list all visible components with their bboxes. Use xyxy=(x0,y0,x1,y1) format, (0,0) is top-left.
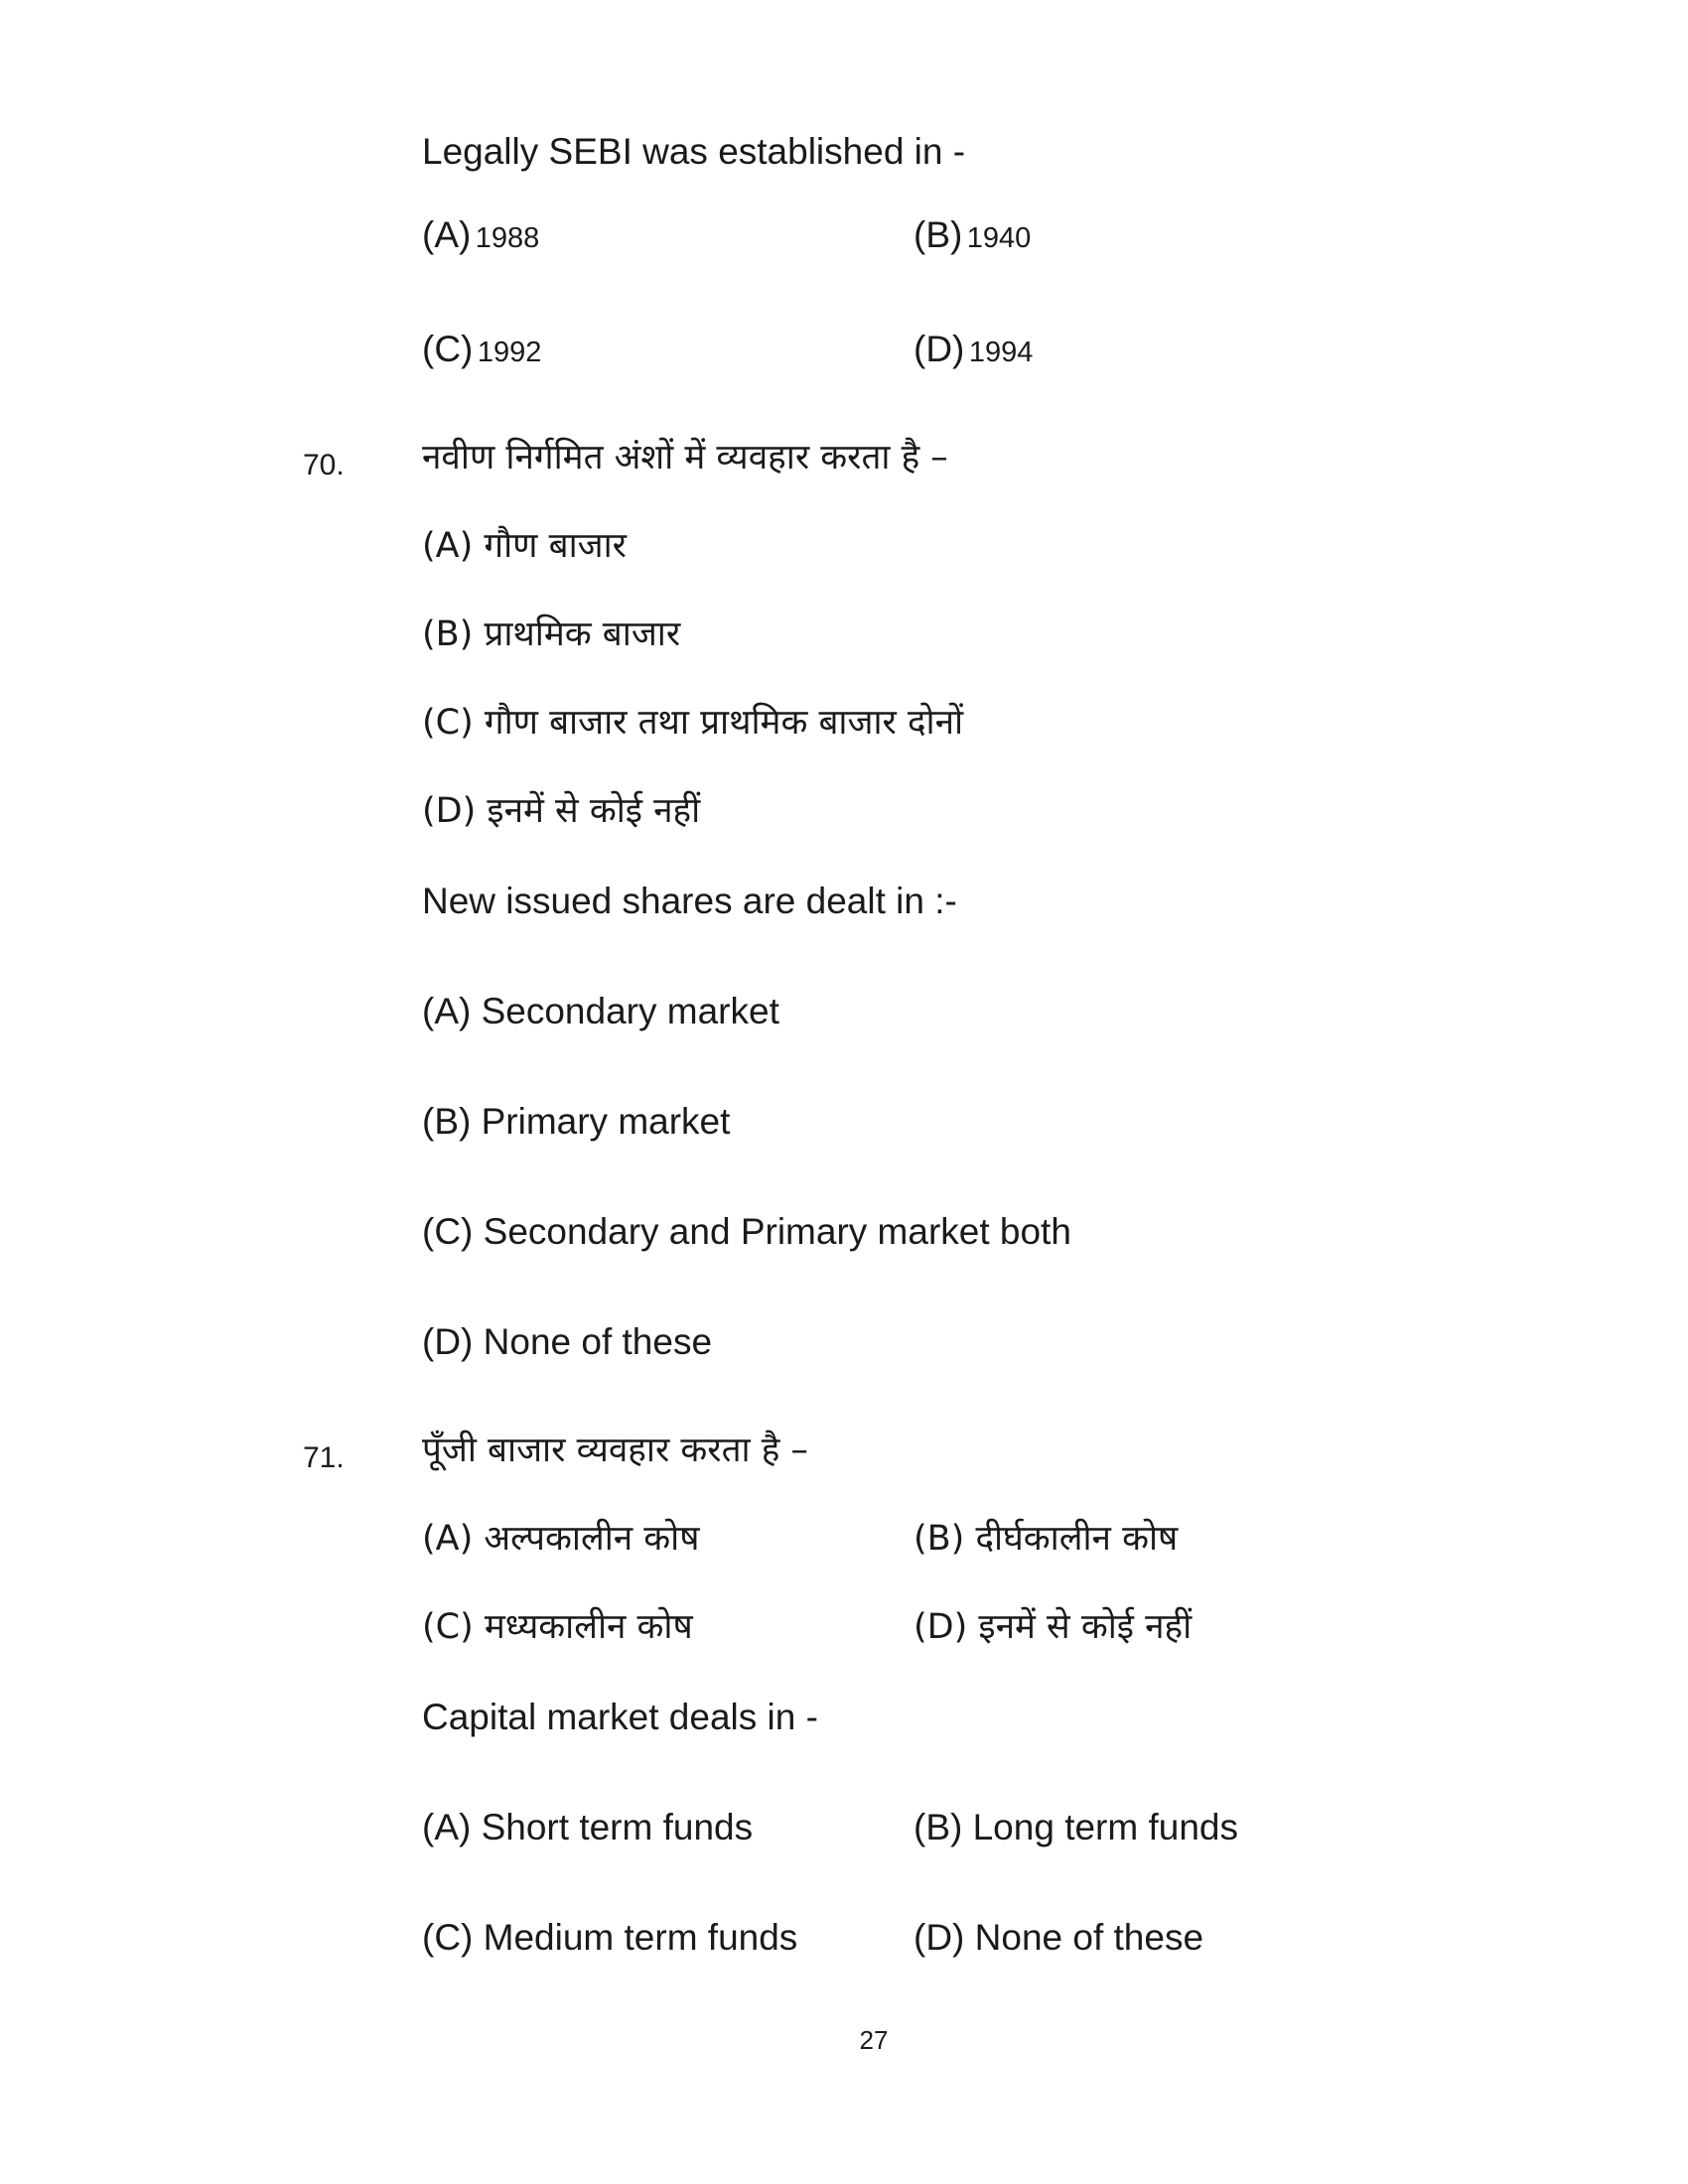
q70-option-b-hi: (B) प्राथमिक बाजार xyxy=(422,614,681,654)
q69-option-c xyxy=(422,331,541,367)
q71-option-a-en: (A) Short term funds xyxy=(422,1807,754,1847)
q71-option-c-en: (C) Medium term funds xyxy=(422,1917,798,1958)
q69-option-a-value: 1988 xyxy=(475,222,540,254)
q69-option-a-label: (A) xyxy=(422,214,472,255)
q71-stem-hi: पूँजी बाजार व्यवहार करता है – xyxy=(422,1431,808,1470)
q70-option-a-hi: (A) गौण बाजार xyxy=(422,526,627,566)
q70-option-d-hi: (D) इनमें से कोई नहीं xyxy=(422,791,701,831)
q69-option-b-value: 1940 xyxy=(966,222,1032,254)
q70-option-c-en: (C) Secondary and Primary market both xyxy=(422,1211,1071,1252)
q69-option-b xyxy=(914,216,1031,253)
q70-option-a-en: (A) Secondary market xyxy=(422,991,779,1031)
q69-option-b-label: (B) xyxy=(914,214,963,255)
q70-option-b-en: (B) Primary market xyxy=(422,1101,731,1142)
q71-option-a-hi: (A) अल्पकालीन कोष xyxy=(422,1519,700,1559)
q69-stem-en: Legally SEBI was established in - xyxy=(422,131,966,172)
q69-option-d-value: 1994 xyxy=(968,337,1034,368)
q71-option-d-hi: (D) इनमें से कोई नहीं xyxy=(914,1607,1193,1647)
q70-number: 70. xyxy=(303,449,345,481)
q71-stem-en: Capital market deals in - xyxy=(422,1697,818,1737)
q71-option-b-en: (B) Long term funds xyxy=(914,1807,1238,1847)
q70-option-c-hi: (C) गौण बाजार तथा प्राथमिक बाजार दोनों xyxy=(422,703,964,743)
q70-stem-hi: नवीण निर्गमित अंशों में व्यवहार करता है – xyxy=(422,438,948,478)
q69-option-c-label: (C) xyxy=(422,329,474,369)
q70-option-d-en: (D) None of these xyxy=(422,1321,713,1362)
q71-option-c-hi: (C) मध्यकालीन कोष xyxy=(422,1607,693,1647)
q70-stem-en: New issued shares are dealt in :- xyxy=(422,881,957,921)
q69-option-a xyxy=(422,216,539,253)
q71-option-b-hi: (B) दीर्घकालीन कोष xyxy=(914,1519,1179,1559)
q69-option-c-value: 1992 xyxy=(477,337,542,368)
q69-option-d xyxy=(914,331,1033,367)
page-number: 27 xyxy=(859,2025,889,2055)
q71-number: 71. xyxy=(303,1441,345,1474)
q71-option-d-en: (D) None of these xyxy=(914,1917,1204,1958)
q69-option-d-label: (D) xyxy=(914,329,965,369)
